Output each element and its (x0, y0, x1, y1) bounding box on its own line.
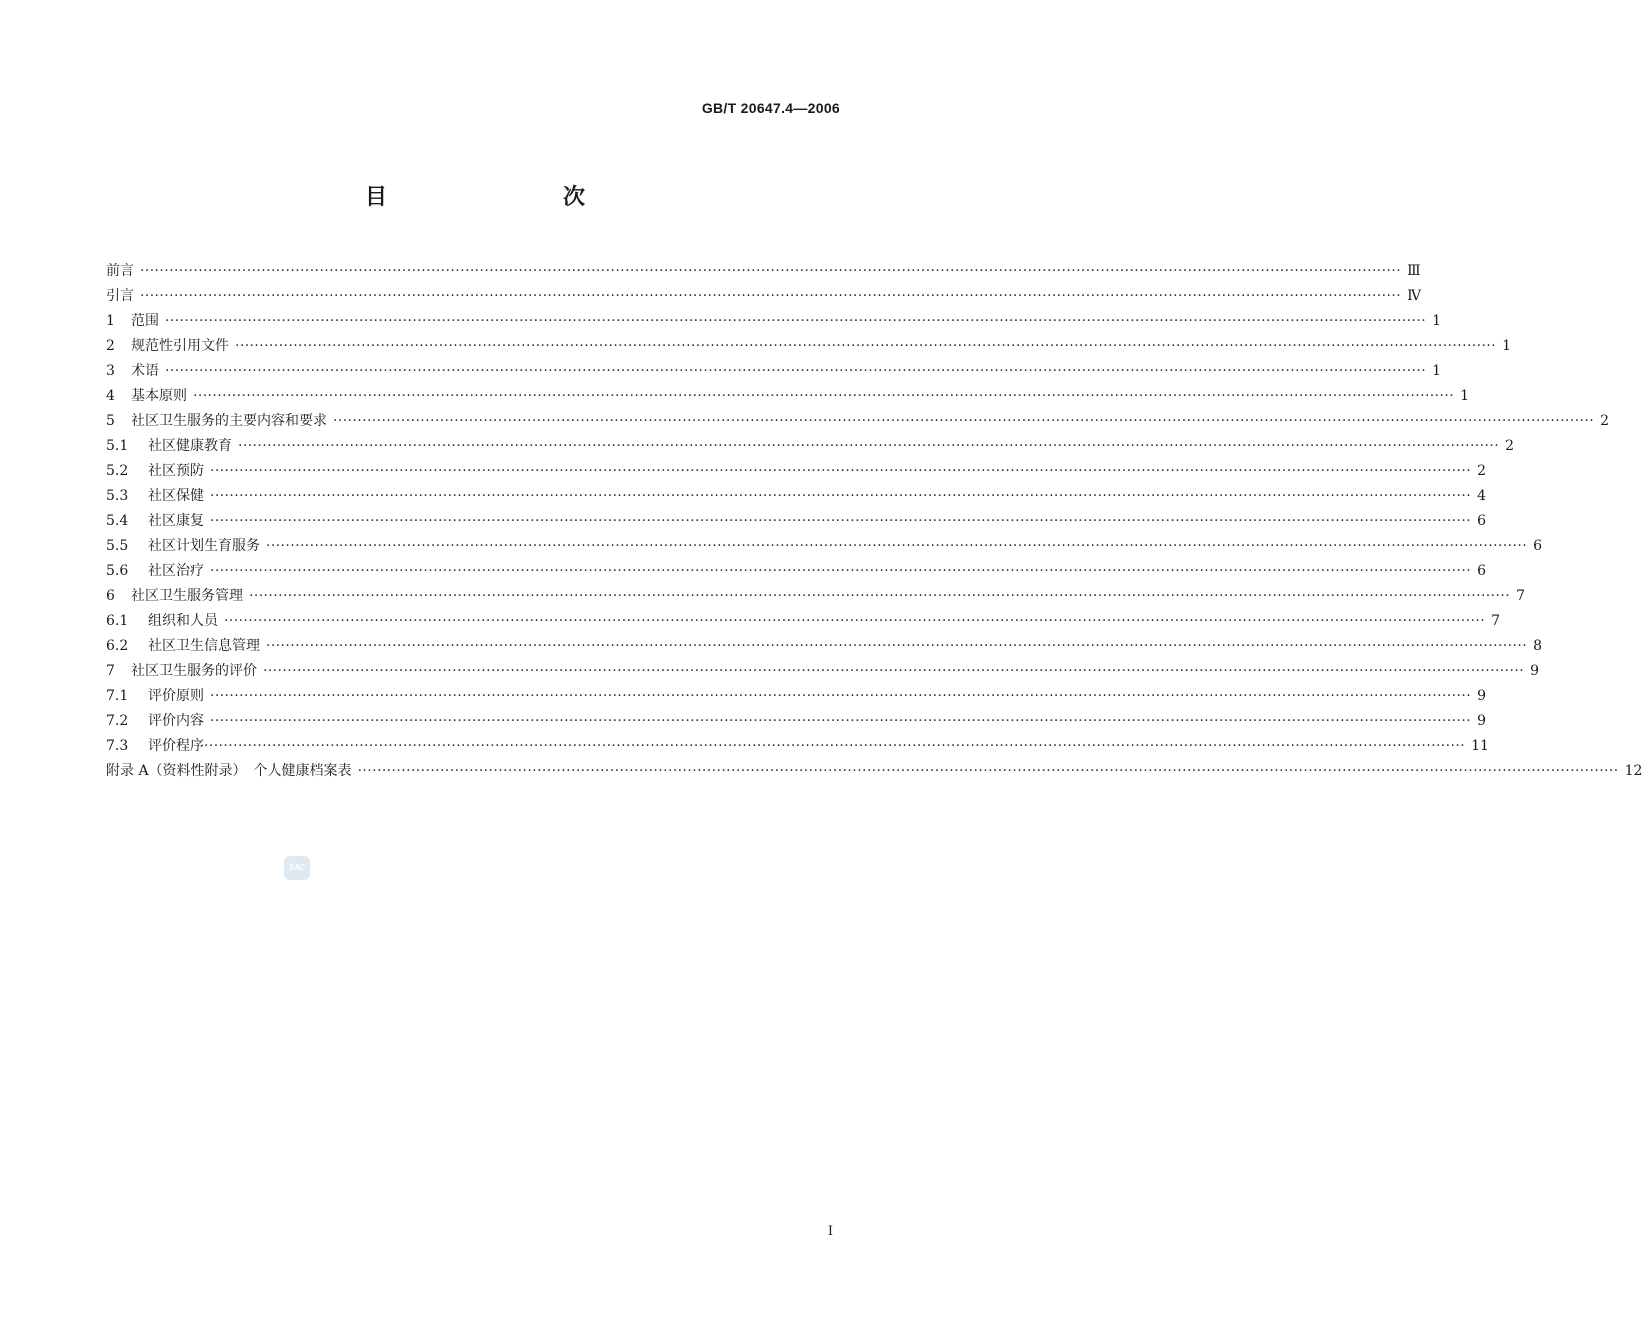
toc-entry-number: 6.2 (106, 638, 129, 654)
toc-entry-label: 社区康复 (148, 513, 204, 529)
toc-entry-page: Ⅳ (1407, 288, 1422, 304)
toc-entry-page: 6 (1477, 563, 1486, 579)
toc-entry-label: 引言 (106, 288, 134, 304)
toc-dot-leader: ···································································································································································································································································· (210, 688, 1472, 704)
page-number: I (827, 1224, 833, 1239)
sac-watermark-logo: SAC (284, 856, 310, 880)
toc-entry[interactable] (106, 409, 1609, 434)
toc-entry[interactable] (106, 759, 1642, 784)
toc-entry-page: 6 (1533, 538, 1542, 554)
toc-entry-label: 评价内容 (148, 713, 204, 729)
toc-entry[interactable] (106, 509, 1486, 534)
toc-entry-page: 4 (1477, 488, 1486, 504)
toc-dot-leader: ···································································································································································································································································· (235, 338, 1497, 354)
toc-dot-leader: ···································································································································································································································································· (210, 713, 1472, 729)
toc-entry-label: 社区治疗 (148, 563, 204, 579)
toc-entry[interactable] (106, 584, 1525, 609)
toc-dot-leader: ···································································································································································································································································· (266, 538, 1528, 554)
toc-dot-leader: ···································································································································································································································································· (263, 663, 1525, 679)
toc-entry-number: 5.2 (106, 463, 129, 479)
toc-entry[interactable] (106, 309, 1441, 334)
toc-entry-number: 2 (106, 338, 115, 354)
toc-entry-label: 评价原则 (148, 688, 204, 704)
toc-entry[interactable] (106, 359, 1441, 384)
toc-entry-page: 11 (1471, 738, 1489, 754)
toc-entry-number: 7.2 (106, 713, 129, 729)
toc-entry-label: 基本原则 (131, 388, 187, 404)
toc-entry-number: 5.5 (106, 538, 129, 554)
table-of-contents (106, 259, 1642, 784)
toc-entry-page: 8 (1533, 638, 1542, 654)
toc-entry-label: 附录 A（资料性附录） 个人健康档案表 (106, 763, 352, 779)
toc-entry[interactable] (106, 384, 1469, 409)
toc-dot-leader: ···································································································································································································································································· (204, 738, 1466, 754)
toc-entry-number: 3 (106, 363, 115, 379)
toc-dot-leader: ···································································································································································································································································· (140, 288, 1402, 304)
toc-entry-label: 社区健康教育 (148, 438, 232, 454)
standard-code: GB/T 20647.4—2006 (701, 100, 840, 116)
toc-dot-leader: ···································································································································································································································································· (333, 413, 1595, 429)
toc-entry[interactable] (106, 559, 1486, 584)
toc-entry-label: 范围 (131, 313, 159, 329)
toc-entry-number: 4 (106, 388, 115, 404)
toc-entry-page: 2 (1505, 438, 1514, 454)
toc-dot-leader: ···································································································································································································································································· (224, 613, 1486, 629)
toc-entry-label: 社区卫生信息管理 (148, 638, 260, 654)
toc-entry-label: 社区卫生服务的主要内容和要求 (131, 413, 327, 429)
toc-entry-number: 5.1 (106, 438, 129, 454)
page-title: 目 次 (364, 185, 629, 210)
toc-dot-leader: ···································································································································································································································································· (357, 763, 1619, 779)
toc-entry[interactable] (106, 284, 1422, 309)
toc-entry-number: 1 (106, 313, 115, 329)
toc-entry[interactable] (106, 484, 1486, 509)
toc-entry-page: 1 (1502, 338, 1511, 354)
toc-entry-page: 1 (1432, 313, 1441, 329)
toc-entry-page: 6 (1477, 513, 1486, 529)
toc-entry-page: 1 (1432, 363, 1441, 379)
toc-dot-leader: ···································································································································································································································································· (266, 638, 1528, 654)
toc-entry[interactable] (106, 534, 1542, 559)
toc-entry-page: 2 (1477, 463, 1486, 479)
toc-entry-label: 规范性引用文件 (131, 338, 229, 354)
toc-entry[interactable] (106, 609, 1500, 634)
toc-dot-leader: ···································································································································································································································································· (210, 463, 1472, 479)
toc-dot-leader: ···································································································································································································································································· (193, 388, 1455, 404)
toc-entry[interactable] (106, 709, 1486, 734)
toc-entry[interactable] (106, 634, 1542, 659)
toc-entry-page: 1 (1460, 388, 1469, 404)
toc-entry-number: 7.1 (106, 688, 129, 704)
toc-dot-leader: ···································································································································································································································································· (249, 588, 1511, 604)
toc-entry-label: 前言 (106, 263, 134, 279)
toc-entry[interactable] (106, 334, 1511, 359)
toc-entry-label: 术语 (131, 363, 159, 379)
toc-entry-label: 社区卫生服务管理 (131, 588, 243, 604)
toc-entry-page: 9 (1477, 713, 1486, 729)
toc-entry-page: 9 (1477, 688, 1486, 704)
toc-entry-label: 社区卫生服务的评价 (131, 663, 257, 679)
toc-entry-number: 5.3 (106, 488, 129, 504)
toc-entry-label: 社区保健 (148, 488, 204, 504)
toc-entry-number: 5.4 (106, 513, 129, 529)
toc-entry[interactable] (106, 734, 1489, 759)
toc-entry-label: 社区预防 (148, 463, 204, 479)
toc-dot-leader: ···································································································································································································································································· (238, 438, 1500, 454)
toc-entry-number: 7.3 (106, 738, 129, 754)
toc-entry-label: 社区计划生育服务 (148, 538, 260, 554)
toc-entry-page: Ⅲ (1407, 263, 1421, 279)
toc-dot-leader: ···································································································································································································································································· (210, 563, 1472, 579)
toc-entry[interactable] (106, 659, 1539, 684)
toc-entry-page: 7 (1491, 613, 1500, 629)
toc-entry-page: 2 (1600, 413, 1609, 429)
toc-dot-leader: ···································································································································································································································································· (210, 513, 1472, 529)
toc-entry[interactable] (106, 684, 1486, 709)
toc-dot-leader: ···································································································································································································································································· (210, 488, 1472, 504)
toc-entry-label: 评价程序 (148, 738, 204, 754)
toc-entry-label: 组织和人员 (148, 613, 218, 629)
toc-dot-leader: ···································································································································································································································································· (140, 263, 1402, 279)
toc-entry-number: 6 (106, 588, 115, 604)
toc-entry[interactable] (106, 434, 1514, 459)
toc-entry-number: 5.6 (106, 563, 129, 579)
toc-dot-leader: ···································································································································································································································································· (165, 313, 1427, 329)
toc-entry-page: 9 (1530, 663, 1539, 679)
toc-entry-number: 5 (106, 413, 115, 429)
toc-entry-page: 12 (1624, 763, 1642, 779)
toc-entry[interactable] (106, 459, 1486, 484)
toc-dot-leader: ···································································································································································································································································· (165, 363, 1427, 379)
toc-entry-number: 7 (106, 663, 115, 679)
toc-entry-number: 6.1 (106, 613, 129, 629)
toc-entry-page: 7 (1516, 588, 1525, 604)
toc-entry[interactable] (106, 259, 1421, 284)
